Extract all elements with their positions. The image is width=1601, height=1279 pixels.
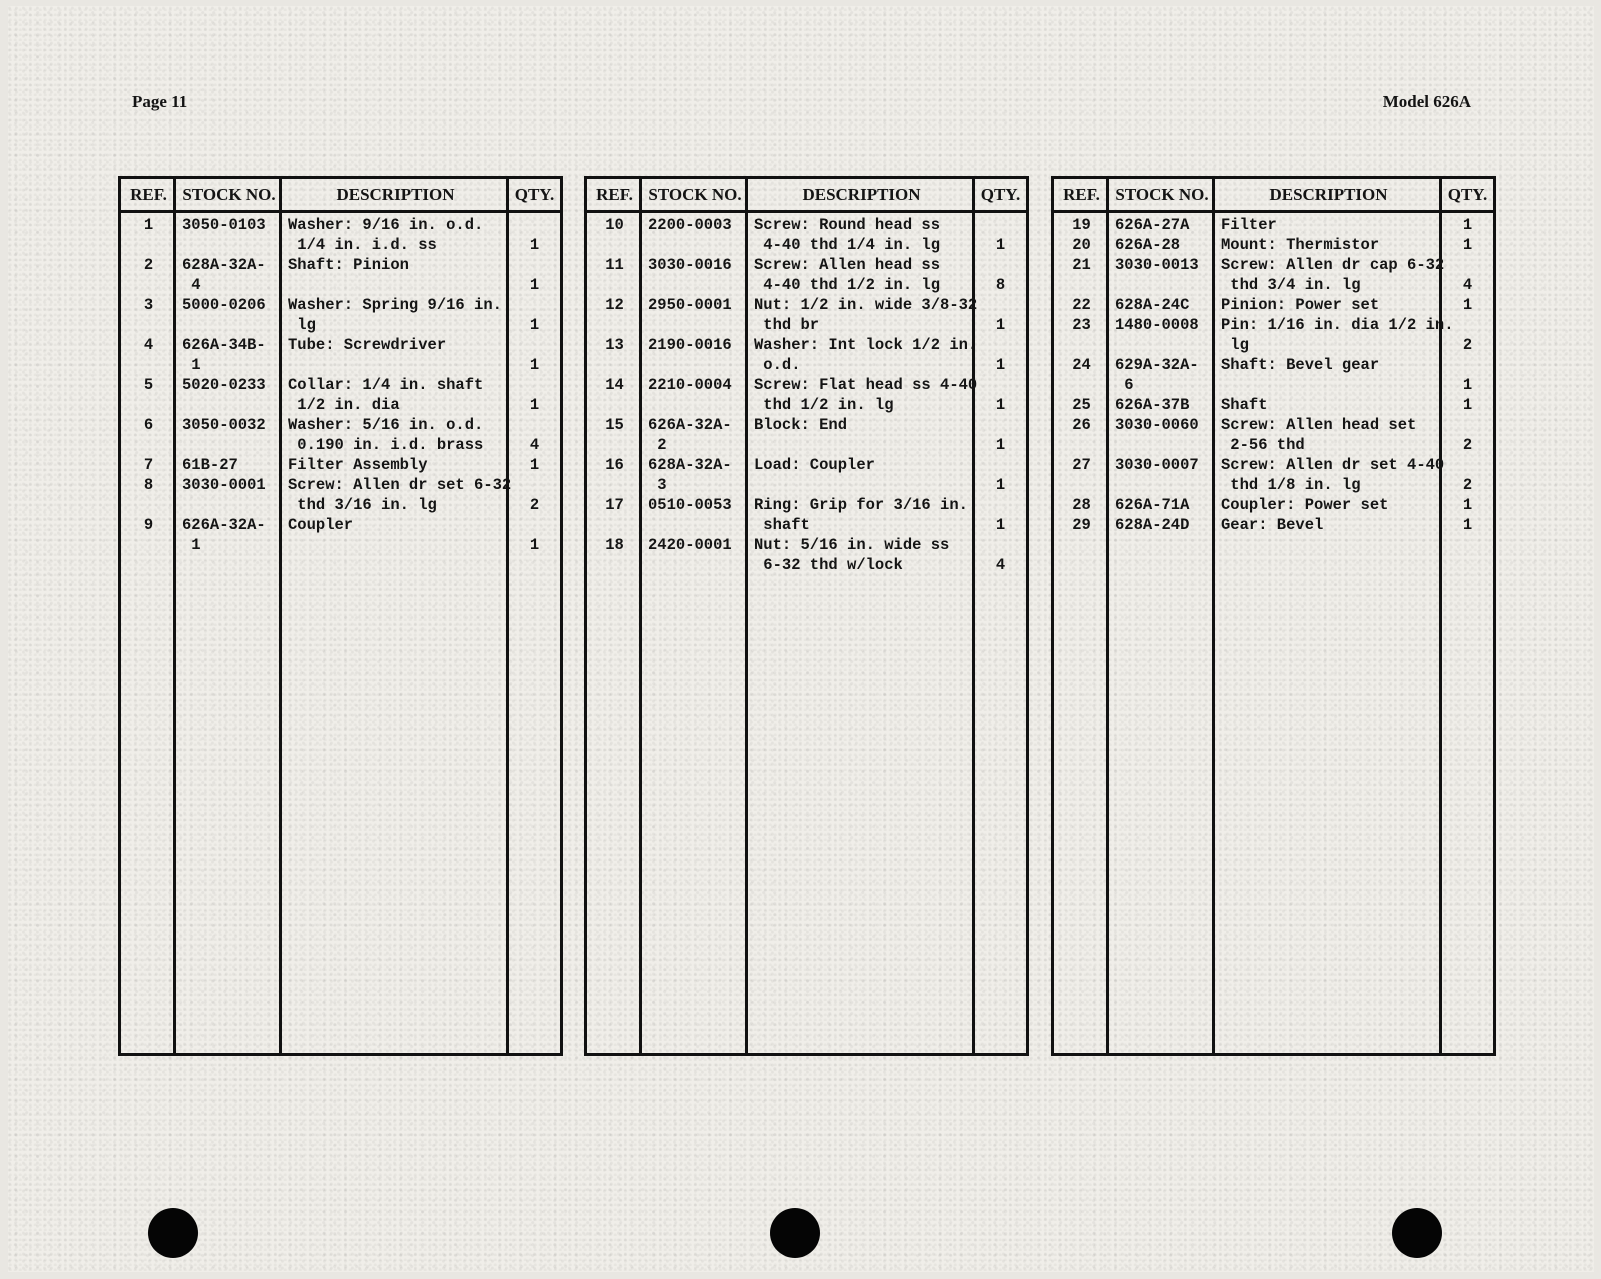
stock-cell: 61B-27 — [182, 456, 238, 474]
desc-cell: Nut: 1/2 in. wide 3/8-32 — [754, 296, 978, 314]
ref-cell: 14 — [605, 376, 624, 394]
ref-cell: 9 — [143, 516, 154, 534]
ref-cell: 22 — [1072, 296, 1091, 314]
desc-cell: lg — [288, 316, 316, 334]
desc-cell: Nut: 5/16 in. wide ss — [754, 536, 950, 554]
qty-cell: 1 — [529, 276, 540, 294]
desc-cell: Screw: Allen dr set 6-32 — [288, 476, 512, 494]
ref-cell: 7 — [143, 456, 154, 474]
stock-cell: 3030-0007 — [1115, 456, 1199, 474]
header-qty: QTY. — [980, 185, 1021, 204]
stock-cell: 2190-0016 — [648, 336, 732, 354]
stock-cell: 626A-32A- — [648, 416, 732, 434]
desc-cell: Tube: Screwdriver — [288, 336, 447, 354]
model-number: Model 626A — [1382, 92, 1471, 111]
desc-cell: Filter Assembly — [288, 456, 428, 474]
desc-cell: Washer: Int lock 1/2 in. — [754, 336, 978, 354]
qty-cell: 1 — [1462, 516, 1473, 534]
header-desc: DESCRIPTION — [336, 185, 455, 204]
table-row — [121, 255, 560, 295]
table-row — [121, 295, 560, 335]
qty-cell: 4 — [995, 556, 1006, 574]
header-stock: STOCK NO. — [648, 185, 742, 204]
qty-cell: 1 — [1462, 236, 1473, 254]
qty-cell: 1 — [995, 516, 1006, 534]
parts-table-3 — [1051, 176, 1496, 1056]
ref-cell: 21 — [1072, 256, 1091, 274]
table-row — [1054, 495, 1493, 515]
table-row — [587, 375, 1026, 415]
desc-cell: Shaft: Bevel gear — [1221, 356, 1380, 374]
header-qty: QTY. — [514, 185, 555, 204]
ref-cell: 20 — [1072, 236, 1091, 254]
desc-cell: Filter — [1221, 216, 1277, 234]
stock-cell: 628A-24D — [1115, 516, 1190, 534]
stock-cell: 2 — [648, 436, 667, 454]
ref-cell: 13 — [605, 336, 624, 354]
ref-cell: 5 — [143, 376, 154, 394]
table-row — [587, 255, 1026, 295]
desc-cell: 4-40 thd 1/2 in. lg — [754, 276, 941, 294]
ref-cell: 24 — [1072, 356, 1091, 374]
ref-cell: 15 — [605, 416, 624, 434]
qty-cell: 2 — [1462, 436, 1473, 454]
desc-cell: thd 1/8 in. lg — [1221, 476, 1361, 494]
table-row — [587, 295, 1026, 335]
qty-cell: 1 — [995, 396, 1006, 414]
table-header — [587, 179, 1026, 213]
ref-cell: 27 — [1072, 456, 1091, 474]
header-stock: STOCK NO. — [182, 185, 276, 204]
table-row — [121, 375, 560, 415]
desc-cell: shaft — [754, 516, 810, 534]
desc-cell: lg — [1221, 336, 1249, 354]
stock-cell: 1480-0008 — [1115, 316, 1199, 334]
header-desc: DESCRIPTION — [1269, 185, 1388, 204]
desc-cell: Washer: Spring 9/16 in. — [288, 296, 502, 314]
page-number: Page 11 — [132, 92, 188, 111]
stock-cell: 1 — [182, 356, 201, 374]
qty-cell: 8 — [995, 276, 1006, 294]
desc-cell: Screw: Round head ss — [754, 216, 941, 234]
binder-hole-left — [148, 1208, 198, 1258]
stock-cell: 2420-0001 — [648, 536, 732, 554]
qty-cell: 1 — [995, 316, 1006, 334]
qty-cell: 1 — [529, 536, 540, 554]
table-row — [1054, 355, 1493, 395]
table-row — [1054, 315, 1493, 355]
desc-cell: 0.190 in. i.d. brass — [288, 436, 484, 454]
ref-cell: 4 — [143, 336, 154, 354]
qty-cell: 1 — [995, 436, 1006, 454]
desc-cell: Washer: 9/16 in. o.d. — [288, 216, 484, 234]
qty-cell: 1 — [529, 356, 540, 374]
ref-cell: 6 — [143, 416, 154, 434]
stock-cell: 2200-0003 — [648, 216, 732, 234]
table-row — [587, 215, 1026, 255]
stock-cell: 2950-0001 — [648, 296, 732, 314]
header-desc: DESCRIPTION — [802, 185, 921, 204]
table-row — [1054, 255, 1493, 295]
table-row — [587, 495, 1026, 535]
qty-cell: 1 — [529, 316, 540, 334]
desc-cell: thd 3/4 in. lg — [1221, 276, 1361, 294]
stock-cell: 3 — [648, 476, 667, 494]
header-ref: REF. — [1063, 185, 1100, 204]
table-row — [1054, 415, 1493, 455]
header-stock: STOCK NO. — [1115, 185, 1209, 204]
qty-cell: 1 — [1462, 376, 1473, 394]
desc-cell: Screw: Flat head ss 4-40 — [754, 376, 978, 394]
desc-cell: Block: End — [754, 416, 848, 434]
qty-cell: 1 — [995, 356, 1006, 374]
table-row — [587, 455, 1026, 495]
qty-cell: 1 — [995, 476, 1006, 494]
qty-cell: 4 — [1462, 276, 1473, 294]
stock-cell: 4 — [182, 276, 201, 294]
desc-cell: Coupler: Power set — [1221, 496, 1389, 514]
stock-cell: 3030-0016 — [648, 256, 732, 274]
qty-cell: 1 — [529, 456, 540, 474]
table-row — [587, 335, 1026, 375]
stock-cell: 628A-24C — [1115, 296, 1190, 314]
binder-hole-center — [770, 1208, 820, 1258]
desc-cell: Screw: Allen dr set 4-40 — [1221, 456, 1445, 474]
table-row — [587, 535, 1026, 575]
stock-cell: 5000-0206 — [182, 296, 266, 314]
stock-cell: 626A-28 — [1115, 236, 1181, 254]
desc-cell: Mount: Thermistor — [1221, 236, 1380, 254]
ref-cell: 23 — [1072, 316, 1091, 334]
stock-cell: 628A-32A- — [182, 256, 266, 274]
qty-cell: 1 — [1462, 496, 1473, 514]
desc-cell: Collar: 1/4 in. shaft — [288, 376, 484, 394]
table-row — [1054, 215, 1493, 235]
header-ref: REF. — [596, 185, 633, 204]
stock-cell: 626A-27A — [1115, 216, 1190, 234]
qty-cell: 1 — [529, 236, 540, 254]
ref-cell: 10 — [605, 216, 624, 234]
table-row — [1054, 235, 1493, 255]
table-row — [1054, 395, 1493, 415]
desc-cell: Gear: Bevel — [1221, 516, 1324, 534]
desc-cell: 1/2 in. dia — [288, 396, 400, 414]
stock-cell: 3050-0103 — [182, 216, 266, 234]
desc-cell: 1/4 in. i.d. ss — [288, 236, 437, 254]
desc-cell: thd 3/16 in. lg — [288, 496, 437, 514]
stock-cell: 626A-71A — [1115, 496, 1190, 514]
ref-cell: 25 — [1072, 396, 1091, 414]
stock-cell: 3030-0013 — [1115, 256, 1199, 274]
table-row — [587, 415, 1026, 455]
stock-cell: 6 — [1115, 376, 1134, 394]
ref-cell: 18 — [605, 536, 624, 554]
binder-hole-right — [1392, 1208, 1442, 1258]
desc-cell: 6-32 thd w/lock — [754, 556, 903, 574]
qty-cell: 1 — [1462, 296, 1473, 314]
stock-cell: 1 — [182, 536, 201, 554]
desc-cell: 4-40 thd 1/4 in. lg — [754, 236, 941, 254]
ref-cell: 2 — [143, 256, 154, 274]
ref-cell: 19 — [1072, 216, 1091, 234]
desc-cell: Pinion: Power set — [1221, 296, 1380, 314]
stock-cell: 2210-0004 — [648, 376, 732, 394]
desc-cell: Coupler — [288, 516, 354, 534]
qty-cell: 1 — [995, 236, 1006, 254]
table-row — [1054, 455, 1493, 495]
desc-cell: Ring: Grip for 3/16 in. — [754, 496, 968, 514]
desc-cell: Shaft: Pinion — [288, 256, 409, 274]
table-row — [121, 475, 560, 515]
desc-cell: thd br — [754, 316, 820, 334]
stock-cell: 629A-32A- — [1115, 356, 1199, 374]
desc-cell: Washer: 5/16 in. o.d. — [288, 416, 484, 434]
table-row — [121, 455, 560, 475]
stock-cell: 626A-34B- — [182, 336, 266, 354]
parts-table-1 — [118, 176, 563, 1056]
desc-cell: Pin: 1/16 in. dia 1/2 in. — [1221, 316, 1454, 334]
stock-cell: 626A-37B — [1115, 396, 1190, 414]
desc-cell: o.d. — [754, 356, 801, 374]
qty-cell: 1 — [529, 396, 540, 414]
desc-cell: Screw: Allen dr cap 6-32 — [1221, 256, 1445, 274]
desc-cell: thd 1/2 in. lg — [754, 396, 894, 414]
table-row — [121, 515, 560, 555]
ref-cell: 1 — [143, 216, 154, 234]
desc-cell: Screw: Allen head set — [1221, 416, 1417, 434]
stock-cell: 3050-0032 — [182, 416, 266, 434]
ref-cell: 12 — [605, 296, 624, 314]
table-row — [1054, 515, 1493, 535]
ref-cell: 28 — [1072, 496, 1091, 514]
ref-cell: 8 — [143, 476, 154, 494]
table-row — [121, 215, 560, 255]
ref-cell: 11 — [605, 256, 624, 274]
parts-table-2 — [584, 176, 1029, 1056]
table-header — [121, 179, 560, 213]
qty-cell: 2 — [1462, 336, 1473, 354]
qty-cell: 4 — [529, 436, 540, 454]
header-qty: QTY. — [1447, 185, 1488, 204]
stock-cell: 3030-0001 — [182, 476, 266, 494]
header-ref: REF. — [130, 185, 167, 204]
desc-cell: Screw: Allen head ss — [754, 256, 941, 274]
desc-cell: 2-56 thd — [1221, 436, 1305, 454]
desc-cell: Load: Coupler — [754, 456, 875, 474]
stock-cell: 628A-32A- — [648, 456, 732, 474]
table-row — [121, 415, 560, 455]
qty-cell: 1 — [1462, 396, 1473, 414]
qty-cell: 1 — [1462, 216, 1473, 234]
table-row — [1054, 295, 1493, 315]
ref-cell: 17 — [605, 496, 624, 514]
ref-cell: 26 — [1072, 416, 1091, 434]
desc-cell: Shaft — [1221, 396, 1268, 414]
stock-cell: 5020-0233 — [182, 376, 266, 394]
stock-cell: 3030-0060 — [1115, 416, 1199, 434]
qty-cell: 2 — [529, 496, 540, 514]
ref-cell: 3 — [143, 296, 154, 314]
qty-cell: 2 — [1462, 476, 1473, 494]
table-row — [121, 335, 560, 375]
stock-cell: 626A-32A- — [182, 516, 266, 534]
stock-cell: 0510-0053 — [648, 496, 732, 514]
table-header — [1054, 179, 1493, 213]
ref-cell: 29 — [1072, 516, 1091, 534]
ref-cell: 16 — [605, 456, 624, 474]
